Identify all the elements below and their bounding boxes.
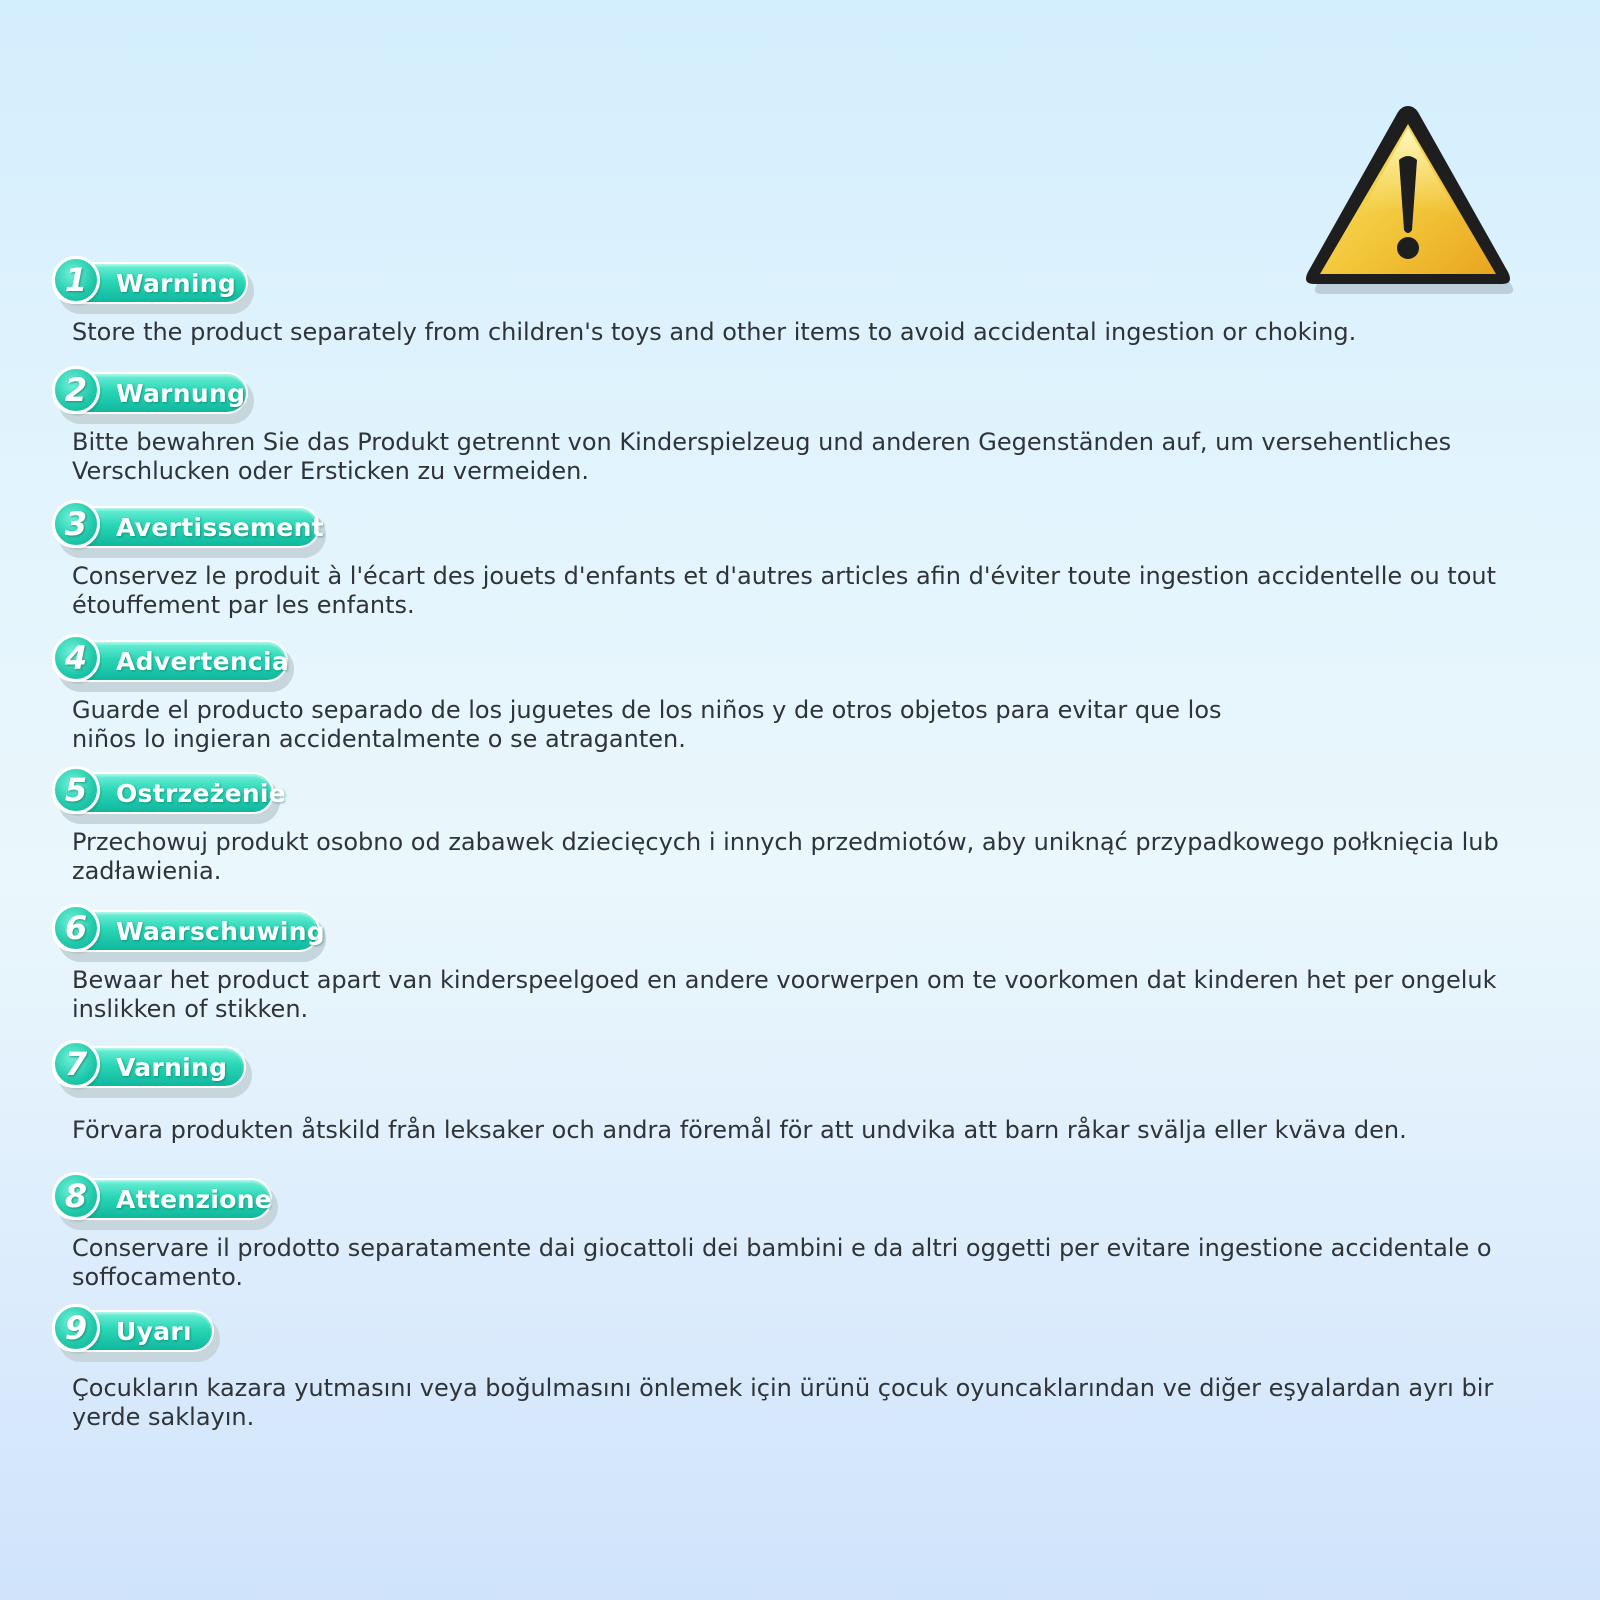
section-title: Warnung	[116, 378, 246, 408]
section-body-text: Bewaar het product apart van kinderspeelgoed en andere voorwerpen om te voorkomen dat kinderen het per ongeluk inslikken of stikken.	[72, 966, 1497, 1023]
section-body-text: Przechowuj produkt osobno od zabawek dziecięcych i innych przedmiotów, aby uniknąć przypadkowego połknięcia lub zadławienia.	[72, 828, 1499, 885]
section-title: Warning	[116, 268, 237, 298]
section-title: Varning	[116, 1052, 228, 1082]
section-body-text: Conservare il prodotto separatamente dai giocattoli dei bambini e da altri oggetti per evitare ingestione accidentale o soffocamento.	[72, 1234, 1492, 1291]
section-body-text: Guarde el producto separado de los juguetes de los niños y de otros objetos para evitar que los niños lo ingieran accidentalmente o se atraganten.	[72, 696, 1222, 753]
section-title: Waarschuwing	[116, 916, 326, 946]
warning-section-7	[52, 1046, 1552, 1145]
section-body-text: Store the product separately from children's toys and other items to avoid accidental ingestion or choking.	[72, 318, 1357, 346]
section-number-badge: 8	[52, 1172, 100, 1220]
section-title: Advertencia	[116, 646, 290, 676]
section-header-pill	[52, 909, 326, 956]
warning-section-3	[52, 506, 1552, 620]
section-number-badge: 6	[52, 904, 100, 952]
section-header-pill	[52, 640, 288, 686]
section-title: Ostrzeżenie	[116, 778, 287, 808]
section-header-pill	[52, 1178, 272, 1224]
section-number-badge: 4	[52, 634, 100, 682]
section-number-badge: 2	[52, 366, 100, 414]
section-number-badge: 3	[52, 500, 100, 548]
section-header-pill	[52, 372, 248, 418]
warning-section-9	[52, 1310, 1552, 1432]
section-header-pill	[52, 262, 248, 308]
section-number-badge: 5	[52, 766, 100, 814]
section-number-badge: 9	[52, 1304, 100, 1352]
section-header-pill	[52, 1046, 246, 1092]
section-body-text: Çocukların kazara yutmasını veya boğulmasını önlemek için ürünü çocuk oyuncaklarından ve diğer eşyalardan ayrı bir yerde saklayın.	[72, 1374, 1494, 1431]
warning-section-1	[52, 262, 1552, 347]
section-header-pill	[52, 505, 324, 552]
warning-section-4	[52, 640, 1552, 754]
section-number-badge: 7	[52, 1040, 100, 1088]
section-header-pill	[52, 771, 287, 818]
section-title: Uyarı	[116, 1316, 192, 1346]
warning-section-2	[52, 372, 1552, 486]
section-title: Avertissement	[116, 512, 324, 542]
warning-section-6	[52, 910, 1552, 1024]
section-title: Attenzione	[116, 1184, 273, 1214]
section-number-badge: 1	[52, 256, 100, 304]
section-body-text: Förvara produkten åtskild från leksaker och andra föremål för att undvika att barn råkar svälja eller kväva den.	[72, 1116, 1407, 1144]
section-body-text: Bitte bewahren Sie das Produkt getrennt von Kinderspielzeug und anderen Gegenständen auf, um versehentliches Verschlucken oder Ersticken zu vermeiden.	[72, 428, 1452, 485]
section-body-text: Conservez le produit à l'écart des jouets d'enfants et d'autres articles afin d'éviter toute ingestion accidentelle ou tout étouffement par les enfants.	[72, 562, 1496, 619]
warning-section-8	[52, 1178, 1552, 1292]
warning-section-5	[52, 772, 1552, 886]
section-header-pill	[52, 1310, 214, 1356]
